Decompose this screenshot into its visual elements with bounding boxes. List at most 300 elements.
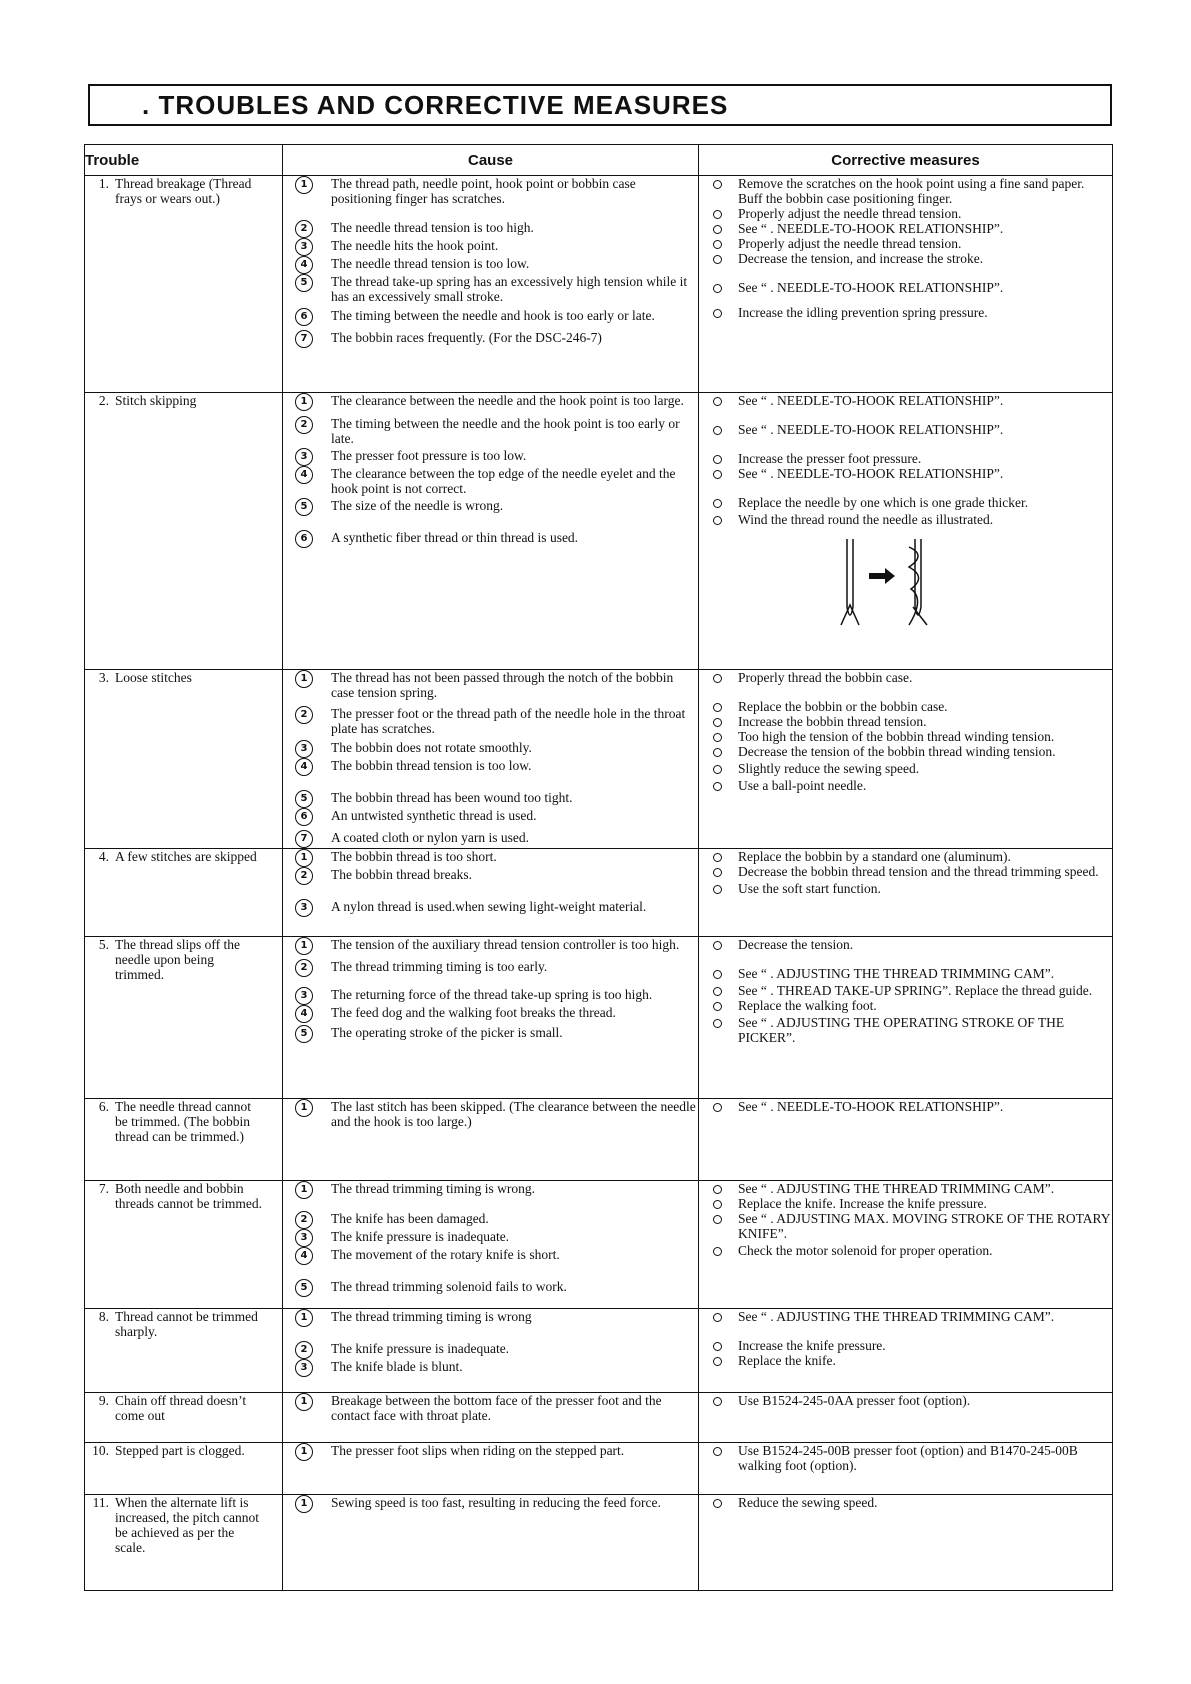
cause-text: A coated cloth or nylon yarn is used.	[331, 830, 529, 845]
bullet-icon	[713, 765, 722, 774]
section-title: . TROUBLES AND CORRECTIVE MEASURES	[142, 90, 729, 120]
cause-text: The timing between the needle and the hook point is too early or late.	[331, 416, 680, 446]
circled-number-icon: 3	[295, 987, 313, 1005]
cause-text: The clearance between the top edge of the needle eyelet and the hook point is not correct.	[331, 466, 676, 496]
measure-text: Reduce the sewing speed.	[738, 1495, 878, 1510]
cause-text: The tension of the auxiliary thread tension controller is too high.	[331, 937, 680, 952]
cause-text: The operating stroke of the picker is small.	[331, 1025, 563, 1040]
header-cause: Cause	[283, 145, 699, 176]
circled-number-icon: 1	[295, 1393, 313, 1411]
trouble-number: 3.	[98, 670, 109, 685]
circled-number-icon: 5	[295, 1025, 313, 1043]
circled-number-icon: 2	[295, 706, 313, 724]
circled-number-icon: 1	[295, 393, 313, 411]
cause-text: A synthetic fiber thread or thin thread is used.	[331, 530, 579, 545]
bullet-icon	[713, 1342, 722, 1351]
measure-item	[699, 670, 1112, 685]
cause-text: The knife pressure is inadequate.	[331, 1229, 510, 1244]
measure-item	[699, 466, 1112, 481]
trouble-text: Thread cannot be trimmed sharply.	[115, 1309, 258, 1339]
cause-item	[283, 498, 698, 516]
measures-cell	[699, 1309, 1113, 1393]
circled-number-icon: 3	[295, 448, 313, 466]
circled-number-icon: 1	[295, 670, 313, 688]
circled-number-icon: 3	[295, 740, 313, 758]
trouble-cell	[85, 1099, 283, 1181]
bullet-icon	[713, 470, 722, 479]
circled-number-icon: 5	[295, 790, 313, 808]
bullet-icon	[713, 1357, 722, 1366]
measures-cell	[699, 849, 1113, 937]
bullet-icon	[713, 1002, 722, 1011]
bullet-icon	[713, 1247, 722, 1256]
cause-text: The presser foot pressure is too low.	[331, 448, 527, 463]
measure-text: Replace the bobbin or the bobbin case.	[738, 699, 948, 714]
bullet-icon	[713, 853, 722, 862]
measures-cell	[699, 670, 1113, 849]
measure-item	[699, 1495, 1112, 1510]
cause-item	[283, 1005, 698, 1023]
measure-text: Use the soft start function.	[738, 881, 881, 896]
cause-item	[283, 808, 698, 826]
measure-item	[699, 966, 1112, 981]
table-row	[85, 1393, 1113, 1443]
trouble-text: Stitch skipping	[115, 393, 197, 408]
bullet-icon	[713, 782, 722, 791]
cause-text: The size of the needle is wrong.	[331, 498, 504, 513]
cause-text: The timing between the needle and hook is too early or late.	[331, 308, 655, 323]
measure-item	[699, 778, 1112, 793]
measure-item	[699, 236, 1112, 251]
circled-number-icon: 2	[295, 416, 313, 434]
cause-text: The movement of the rotary knife is short.	[331, 1247, 560, 1262]
circled-number-icon: 3	[295, 1229, 313, 1247]
cause-text: The needle hits the hook point.	[331, 238, 499, 253]
circled-number-icon: 7	[295, 330, 313, 348]
table-header-row	[85, 145, 1113, 176]
cause-item	[283, 530, 698, 548]
measure-text: See “ . NEEDLE-TO-HOOK RELATIONSHIP”.	[738, 221, 1004, 236]
measure-text: Check the motor solenoid for proper operation.	[738, 1243, 993, 1258]
measure-item	[699, 176, 1112, 206]
cause-text: The thread take-up spring has an excessively high tension while it has an excessively small stroke.	[331, 274, 688, 304]
measure-item	[699, 1309, 1112, 1324]
measure-text: See “ . NEEDLE-TO-HOOK RELATIONSHIP”.	[738, 466, 1004, 481]
trouble-cell	[85, 849, 283, 937]
measure-item	[699, 1243, 1112, 1258]
cause-item	[283, 220, 698, 238]
measure-text: See “ . ADJUSTING THE THREAD TRIMMING CAM”.	[738, 1309, 1055, 1324]
cause-text: The needle thread tension is too high.	[331, 220, 534, 235]
cause-item	[283, 330, 698, 348]
circled-number-icon: 3	[295, 899, 313, 917]
trouble-text: When the alternate lift is increased, the pitch cannot be achieved as per the scale.	[115, 1495, 259, 1555]
trouble-text: Stepped part is clogged.	[115, 1443, 245, 1458]
measure-text: See “ . NEEDLE-TO-HOOK RELATIONSHIP”.	[738, 393, 1004, 408]
cause-item	[283, 670, 698, 700]
bullet-icon	[713, 255, 722, 264]
measure-item	[699, 1196, 1112, 1211]
measure-item	[699, 280, 1112, 295]
table-row	[85, 1309, 1113, 1393]
bullet-icon	[713, 733, 722, 742]
measure-item	[699, 864, 1112, 879]
measure-text: Replace the walking foot.	[738, 998, 877, 1013]
cause-cell	[283, 670, 699, 849]
circled-number-icon: 2	[295, 1341, 313, 1359]
cause-text: An untwisted synthetic thread is used.	[331, 808, 537, 823]
circled-number-icon: 3	[295, 1359, 313, 1377]
measure-text: Increase the knife pressure.	[738, 1338, 886, 1353]
measure-item	[699, 729, 1112, 744]
circled-number-icon: 2	[295, 959, 313, 977]
cause-item	[283, 790, 698, 808]
cause-text: The thread trimming solenoid fails to work.	[331, 1279, 567, 1294]
bullet-icon	[713, 868, 722, 877]
measure-text: Decrease the tension.	[738, 937, 854, 952]
cause-text: The thread trimming timing is wrong	[331, 1309, 532, 1324]
trouble-cell	[85, 1309, 283, 1393]
measure-text: See “ . NEEDLE-TO-HOOK RELATIONSHIP”.	[738, 280, 1004, 295]
trouble-cell	[85, 670, 283, 849]
measures-cell	[699, 937, 1113, 1099]
cause-item	[283, 256, 698, 274]
cause-text: The knife blade is blunt.	[331, 1359, 463, 1374]
measure-text: Remove the scratches on the hook point using a fine sand paper. Buff the bobbin case positioning finger.	[738, 176, 1085, 206]
cause-item	[283, 1229, 698, 1247]
cause-item	[283, 1025, 698, 1043]
cause-item	[283, 393, 698, 411]
trouble-cell	[85, 937, 283, 1099]
measure-text: See “ . ADJUSTING THE THREAD TRIMMING CAM”.	[738, 1181, 1055, 1196]
cause-item	[283, 176, 698, 206]
cause-item	[283, 959, 698, 977]
measures-cell	[699, 1495, 1113, 1591]
cause-item	[283, 740, 698, 758]
trouble-text: Chain off thread doesn’t come out	[115, 1393, 247, 1423]
cause-item	[283, 830, 698, 848]
trouble-cell	[85, 176, 283, 393]
measure-text: Replace the needle by one which is one grade thicker.	[738, 495, 1029, 510]
section-title-box	[88, 84, 1112, 126]
cause-item	[283, 1309, 698, 1327]
measure-text: Properly adjust the needle thread tension.	[738, 206, 962, 221]
cause-cell	[283, 393, 699, 670]
cause-text: The knife pressure is inadequate.	[331, 1341, 510, 1356]
cause-item	[283, 448, 698, 466]
bullet-icon	[713, 426, 722, 435]
measures-cell	[699, 1181, 1113, 1309]
circled-number-icon: 2	[295, 867, 313, 885]
cause-item	[283, 1211, 698, 1229]
bullet-icon	[713, 210, 722, 219]
measure-text: Use B1524-245-0AA presser foot (option).	[738, 1393, 971, 1408]
cause-text: A nylon thread is used.when sewing light-weight material.	[331, 899, 647, 914]
trouble-number: 9.	[98, 1393, 109, 1408]
cause-item	[283, 1393, 698, 1423]
circled-number-icon: 2	[295, 1211, 313, 1229]
bullet-icon	[713, 885, 722, 894]
cause-text: The clearance between the needle and the hook point is too large.	[331, 393, 684, 408]
measure-text: Increase the presser foot pressure.	[738, 451, 922, 466]
trouble-text: The thread slips off the needle upon being trimmed.	[115, 937, 240, 982]
bullet-icon	[713, 1499, 722, 1508]
circled-number-icon: 3	[295, 238, 313, 256]
measure-item	[699, 251, 1112, 266]
bullet-icon	[713, 1215, 722, 1224]
cause-item	[283, 1279, 698, 1297]
measure-text: Too high the tension of the bobbin thread winding tension.	[738, 729, 1055, 744]
bullet-icon	[713, 1313, 722, 1322]
bullet-icon	[713, 1019, 722, 1028]
trouble-number: 6.	[98, 1099, 109, 1114]
cause-item	[283, 466, 698, 496]
cause-text: The thread has not been passed through the notch of the bobbin case tension spring.	[331, 670, 674, 700]
cause-text: The thread trimming timing is wrong.	[331, 1181, 535, 1196]
troubles-table	[84, 144, 1113, 1591]
measure-item	[699, 1211, 1112, 1241]
cause-text: The bobbin races frequently. (For the DSC-246-7)	[331, 330, 602, 345]
trouble-cell	[85, 1443, 283, 1495]
cause-cell	[283, 1393, 699, 1443]
cause-text: The needle thread tension is too low.	[331, 256, 530, 271]
measure-item	[699, 1353, 1112, 1368]
bullet-icon	[713, 284, 722, 293]
bullet-icon	[713, 970, 722, 979]
measure-text: Replace the bobbin by a standard one (aluminum).	[738, 849, 1011, 864]
measure-item	[699, 998, 1112, 1013]
bullet-icon	[713, 180, 722, 189]
table-row	[85, 1099, 1113, 1181]
needle-thread-illustration-icon	[829, 537, 939, 629]
circled-number-icon: 6	[295, 530, 313, 548]
circled-number-icon: 6	[295, 308, 313, 326]
cause-item	[283, 1099, 698, 1129]
bullet-icon	[713, 748, 722, 757]
measure-item	[699, 495, 1112, 510]
measure-text: See “ . THREAD TAKE-UP SPRING”. Replace the thread guide.	[738, 983, 1093, 998]
measure-text: Increase the idling prevention spring pressure.	[738, 305, 988, 320]
trouble-number: 5.	[98, 937, 109, 952]
cause-item	[283, 706, 698, 736]
trouble-cell	[85, 1181, 283, 1309]
cause-item	[283, 416, 698, 446]
cause-text: The presser foot or the thread path of the needle hole in the throat plate has scratches.	[331, 706, 686, 736]
bullet-icon	[713, 674, 722, 683]
cause-text: The returning force of the thread take-up spring is too high.	[331, 987, 653, 1002]
measure-item	[699, 1015, 1112, 1045]
measure-text: See “ . NEEDLE-TO-HOOK RELATIONSHIP”.	[738, 1099, 1004, 1114]
measure-item	[699, 305, 1112, 320]
table-row	[85, 176, 1113, 393]
bullet-icon	[713, 703, 722, 712]
cause-cell	[283, 1181, 699, 1309]
cause-cell	[283, 1309, 699, 1393]
cause-text: The bobbin thread has been wound too tight.	[331, 790, 573, 805]
cause-text: The knife has been damaged.	[331, 1211, 489, 1226]
circled-number-icon: 1	[295, 1099, 313, 1117]
cause-item	[283, 758, 698, 776]
cause-text: The presser foot slips when riding on the stepped part.	[331, 1443, 625, 1458]
bullet-icon	[713, 499, 722, 508]
measure-text: Wind the thread round the needle as illustrated.	[738, 512, 994, 527]
trouble-text: Loose stitches	[115, 670, 192, 685]
cause-item	[283, 1341, 698, 1359]
bullet-icon	[713, 1200, 722, 1209]
measure-text: Properly adjust the needle thread tension.	[738, 236, 962, 251]
cause-cell	[283, 1443, 699, 1495]
measure-item	[699, 1099, 1112, 1114]
cause-item	[283, 308, 698, 326]
cause-cell	[283, 937, 699, 1099]
measure-text: Increase the bobbin thread tension.	[738, 714, 927, 729]
bullet-icon	[713, 1447, 722, 1456]
measures-cell	[699, 176, 1113, 393]
cause-text: The thread trimming timing is too early.	[331, 959, 548, 974]
circled-number-icon: 7	[295, 830, 313, 848]
cause-cell	[283, 1495, 699, 1591]
circled-number-icon: 4	[295, 256, 313, 274]
cause-text: The feed dog and the walking foot breaks the thread.	[331, 1005, 616, 1020]
table-row	[85, 393, 1113, 670]
cause-item	[283, 274, 698, 304]
trouble-text: A few stitches are skipped	[115, 849, 257, 864]
circled-number-icon: 1	[295, 849, 313, 867]
cause-text: The bobbin does not rotate smoothly.	[331, 740, 532, 755]
circled-number-icon: 1	[295, 937, 313, 955]
cause-text: The bobbin thread breaks.	[331, 867, 472, 882]
measure-item	[699, 1443, 1112, 1473]
circled-number-icon: 1	[295, 1443, 313, 1461]
cause-item	[283, 867, 698, 885]
measure-item	[699, 983, 1112, 998]
measure-item	[699, 1393, 1112, 1408]
measures-cell	[699, 1099, 1113, 1181]
bullet-icon	[713, 1185, 722, 1194]
trouble-number: 11.	[92, 1495, 109, 1510]
trouble-text: Thread breakage (Thread frays or wears out.)	[115, 176, 252, 206]
measure-text: See “ . ADJUSTING THE OPERATING STROKE OF THE PICKER”.	[738, 1015, 1065, 1045]
measure-item	[699, 714, 1112, 729]
measure-text: Replace the knife.	[738, 1353, 836, 1368]
cause-item	[283, 1495, 698, 1513]
circled-number-icon: 5	[295, 1279, 313, 1297]
trouble-number: 8.	[98, 1309, 109, 1324]
circled-number-icon: 4	[295, 1005, 313, 1023]
table-row	[85, 1443, 1113, 1495]
measure-item	[699, 699, 1112, 714]
circled-number-icon: 1	[295, 176, 313, 194]
measure-item	[699, 1338, 1112, 1353]
cause-text: Sewing speed is too fast, resulting in reducing the feed force.	[331, 1495, 661, 1510]
measures-cell	[699, 393, 1113, 670]
trouble-number: 4.	[98, 849, 109, 864]
trouble-text: Both needle and bobbin threads cannot be trimmed.	[115, 1181, 262, 1211]
measure-item	[699, 512, 1112, 527]
cause-text: Breakage between the bottom face of the presser foot and the contact face with throat plate.	[331, 1393, 662, 1423]
measure-text: Properly thread the bobbin case.	[738, 670, 913, 685]
measure-item	[699, 422, 1112, 437]
cause-text: The bobbin thread tension is too low.	[331, 758, 532, 773]
measure-item	[699, 937, 1112, 952]
measures-cell	[699, 1393, 1113, 1443]
measure-item	[699, 451, 1112, 466]
circled-number-icon: 5	[295, 498, 313, 516]
trouble-number: 10.	[92, 1443, 109, 1458]
trouble-cell	[85, 1393, 283, 1443]
measure-text: Use a ball-point needle.	[738, 778, 867, 793]
bullet-icon	[713, 240, 722, 249]
cause-cell	[283, 176, 699, 393]
circled-number-icon: 6	[295, 808, 313, 826]
trouble-number: 7.	[98, 1181, 109, 1196]
trouble-number: 2.	[98, 393, 109, 408]
measure-text: Decrease the tension, and increase the stroke.	[738, 251, 984, 266]
cause-item	[283, 899, 698, 917]
measure-text: See “ . NEEDLE-TO-HOOK RELATIONSHIP”.	[738, 422, 1004, 437]
measure-text: Use B1524-245-00B presser foot (option) and B1470-245-00B walking foot (option).	[738, 1443, 1078, 1473]
measure-item	[699, 761, 1112, 776]
trouble-text: The needle thread cannot be trimmed. (The bobbin thread can be trimmed.)	[115, 1099, 252, 1144]
bullet-icon	[713, 987, 722, 996]
bullet-icon	[713, 941, 722, 950]
table-row	[85, 849, 1113, 937]
measure-item	[699, 849, 1112, 864]
trouble-cell	[85, 1495, 283, 1591]
circled-number-icon: 5	[295, 274, 313, 292]
measure-item	[699, 881, 1112, 896]
cause-item	[283, 238, 698, 256]
circled-number-icon: 4	[295, 466, 313, 484]
bullet-icon	[713, 225, 722, 234]
measure-item	[699, 744, 1112, 759]
cause-item	[283, 937, 698, 955]
circled-number-icon: 4	[295, 758, 313, 776]
cause-item	[283, 849, 698, 867]
cause-text: The last stitch has been skipped. (The clearance between the needle and the hook is too large.)	[331, 1099, 696, 1129]
bullet-icon	[713, 309, 722, 318]
trouble-number: 1.	[98, 176, 109, 191]
cause-item	[283, 987, 698, 1005]
circled-number-icon: 1	[295, 1309, 313, 1327]
measures-cell	[699, 1443, 1113, 1495]
circled-number-icon: 4	[295, 1247, 313, 1265]
cause-item	[283, 1181, 698, 1199]
cause-item	[283, 1443, 698, 1461]
measure-item	[699, 393, 1112, 408]
cause-cell	[283, 849, 699, 937]
circled-number-icon: 1	[295, 1495, 313, 1513]
header-corrective-measures: Corrective measures	[699, 145, 1113, 176]
trouble-cell	[85, 393, 283, 670]
table-row	[85, 1181, 1113, 1309]
table-row	[85, 937, 1113, 1099]
bullet-icon	[713, 516, 722, 525]
bullet-icon	[713, 718, 722, 727]
measure-text: See “ . ADJUSTING MAX. MOVING STROKE OF THE ROTARY KNIFE”.	[738, 1211, 1111, 1241]
bullet-icon	[713, 1397, 722, 1406]
cause-text: The thread path, needle point, hook point or bobbin case positioning finger has scratches.	[331, 176, 636, 206]
header-trouble: Trouble	[85, 145, 283, 176]
measure-text: Decrease the bobbin thread tension and the thread trimming speed.	[738, 864, 1099, 879]
cause-cell	[283, 1099, 699, 1181]
cause-text: The bobbin thread is too short.	[331, 849, 497, 864]
measure-item	[699, 221, 1112, 236]
bullet-icon	[713, 1103, 722, 1112]
bullet-icon	[713, 397, 722, 406]
measure-item	[699, 206, 1112, 221]
circled-number-icon: 2	[295, 220, 313, 238]
